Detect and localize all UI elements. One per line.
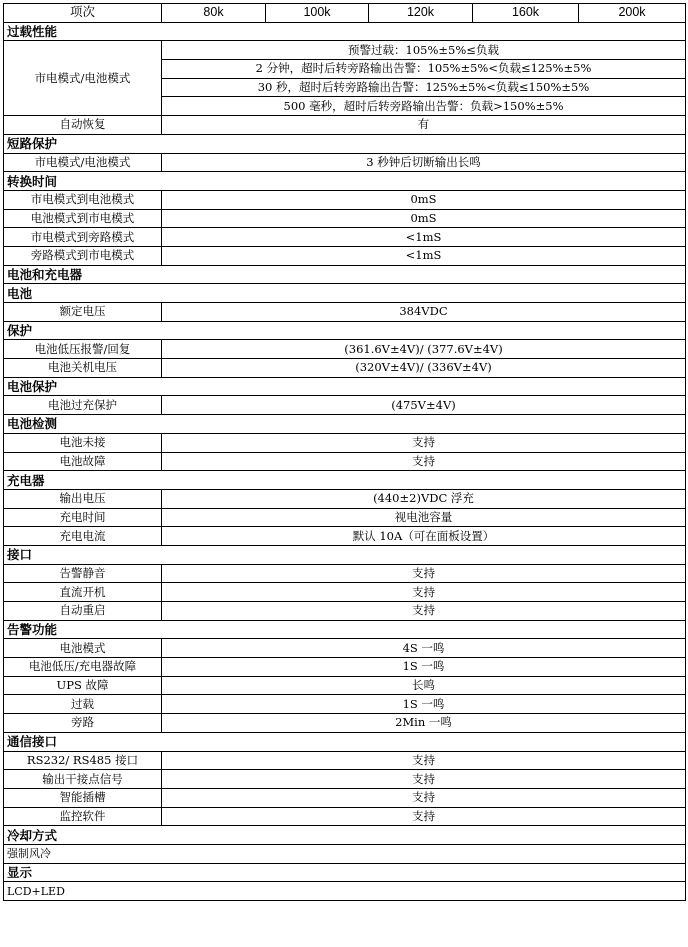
table-row (4, 41, 686, 60)
table-row (4, 303, 686, 322)
plain-value: 强制风冷 (4, 844, 686, 863)
section-header-row (4, 265, 686, 284)
row-label: 充电电流 (4, 527, 162, 546)
row-value: 支持 (162, 433, 686, 452)
table-row (4, 770, 686, 789)
table-row (4, 658, 686, 677)
row-value: 支持 (162, 751, 686, 770)
table-row (4, 489, 686, 508)
section-title: 电池和充电器 (4, 265, 686, 284)
row-label: 电池故障 (4, 452, 162, 471)
section-title: 充电器 (4, 471, 686, 490)
table-row (4, 807, 686, 826)
row-value: 500 毫秒，超时后转旁路输出告警：负载>150%±5% (162, 97, 686, 116)
section-header-row (4, 826, 686, 845)
row-label: 电池关机电压 (4, 359, 162, 378)
section-header-row (4, 545, 686, 564)
row-label: 自动恢复 (4, 116, 162, 135)
header-cell-item: 项次 (4, 4, 162, 23)
table-row (4, 639, 686, 658)
row-value: 支持 (162, 807, 686, 826)
table-row (4, 116, 686, 135)
row-value: 4S 一鸣 (162, 639, 686, 658)
table-row (4, 190, 686, 209)
section-title: 短路保护 (4, 134, 686, 153)
row-value: 0mS (162, 209, 686, 228)
row-label: 自动重启 (4, 602, 162, 621)
row-label: 直流开机 (4, 583, 162, 602)
table-row (4, 751, 686, 770)
row-label: UPS 故障 (4, 676, 162, 695)
section-header-row (4, 22, 686, 41)
section-header-row (4, 377, 686, 396)
row-label: 电池模式 (4, 639, 162, 658)
row-label: 额定电压 (4, 303, 162, 322)
header-row (4, 4, 686, 23)
table-row (4, 695, 686, 714)
row-value: 视电池容量 (162, 508, 686, 527)
section-title: 接口 (4, 545, 686, 564)
row-label: 告警静音 (4, 564, 162, 583)
plain-value: LCD+LED (4, 882, 686, 901)
table-row (4, 209, 686, 228)
row-label: 监控软件 (4, 807, 162, 826)
table-row (4, 714, 686, 733)
section-header-row (4, 172, 686, 191)
section-header-row (4, 620, 686, 639)
table-row (4, 882, 686, 901)
row-value: 支持 (162, 564, 686, 583)
row-label: 旁路 (4, 714, 162, 733)
row-label: RS232/ RS485 接口 (4, 751, 162, 770)
row-value: 支持 (162, 770, 686, 789)
table-row (4, 564, 686, 583)
section-header-row (4, 471, 686, 490)
row-label: 过载 (4, 695, 162, 714)
section-header-row (4, 863, 686, 882)
row-label: 电池未接 (4, 433, 162, 452)
table-row (4, 452, 686, 471)
row-value: 3 秒钟后切断输出长鸣 (162, 153, 686, 172)
section-title: 过载性能 (4, 22, 686, 41)
header-cell-200k: 200k (579, 4, 686, 23)
row-value: 384VDC (162, 303, 686, 322)
section-header-row (4, 284, 686, 303)
section-header-row (4, 415, 686, 434)
section-title: 电池 (4, 284, 686, 303)
section-title: 告警功能 (4, 620, 686, 639)
table-row (4, 676, 686, 695)
row-value: 2Min 一鸣 (162, 714, 686, 733)
header-cell-160k: 160k (473, 4, 579, 23)
section-header-row (4, 134, 686, 153)
row-label: 旁路模式到市电模式 (4, 246, 162, 265)
section-title: 通信接口 (4, 732, 686, 751)
table-row (4, 359, 686, 378)
section-title: 电池检测 (4, 415, 686, 434)
row-value: <1mS (162, 228, 686, 247)
table-row (4, 602, 686, 621)
spec-table (3, 3, 686, 901)
row-label: 市电模式/电池模式 (4, 41, 162, 116)
header-cell-100k: 100k (266, 4, 369, 23)
row-value: 预警过载：105%±5%≤负载 (162, 41, 686, 60)
row-label: 充电时间 (4, 508, 162, 527)
section-title: 转换时间 (4, 172, 686, 191)
row-value: 2 分钟，超时后转旁路输出告警：105%±5%<负载≤125%±5% (162, 60, 686, 79)
row-label: 输出电压 (4, 489, 162, 508)
table-row (4, 433, 686, 452)
table-row (4, 788, 686, 807)
section-header-row (4, 321, 686, 340)
row-label: 市电模式到旁路模式 (4, 228, 162, 247)
row-value: 默认 10A（可在面板设置） (162, 527, 686, 546)
row-value: (440±2)VDC 浮充 (162, 489, 686, 508)
row-label: 智能插槽 (4, 788, 162, 807)
row-value: 30 秒，超时后转旁路输出告警：125%±5%<负载≤150%±5% (162, 78, 686, 97)
row-value: 0mS (162, 190, 686, 209)
header-cell-120k: 120k (369, 4, 473, 23)
row-value: 有 (162, 116, 686, 135)
row-value: (361.6V±4V)/ (377.6V±4V) (162, 340, 686, 359)
table-row (4, 228, 686, 247)
row-value: 支持 (162, 788, 686, 807)
row-label: 电池低压报警/回复 (4, 340, 162, 359)
table-row (4, 527, 686, 546)
row-value: (475V±4V) (162, 396, 686, 415)
row-value: 支持 (162, 583, 686, 602)
table-row (4, 508, 686, 527)
row-value: 1S 一鸣 (162, 695, 686, 714)
section-title: 保护 (4, 321, 686, 340)
table-row (4, 583, 686, 602)
row-label: 输出干接点信号 (4, 770, 162, 789)
table-row (4, 844, 686, 863)
row-value: <1mS (162, 246, 686, 265)
row-value: (320V±4V)/ (336V±4V) (162, 359, 686, 378)
table-row (4, 153, 686, 172)
spec-table-body (4, 4, 686, 901)
row-value: 长鸣 (162, 676, 686, 695)
row-label: 市电模式/电池模式 (4, 153, 162, 172)
table-row (4, 246, 686, 265)
row-label: 电池过充保护 (4, 396, 162, 415)
table-row (4, 396, 686, 415)
section-title: 显示 (4, 863, 686, 882)
section-title: 电池保护 (4, 377, 686, 396)
row-value: 1S 一鸣 (162, 658, 686, 677)
row-label: 电池低压/充电器故障 (4, 658, 162, 677)
section-header-row (4, 732, 686, 751)
header-cell-80k: 80k (162, 4, 266, 23)
row-label: 电池模式到市电模式 (4, 209, 162, 228)
row-value: 支持 (162, 452, 686, 471)
section-title: 冷却方式 (4, 826, 686, 845)
table-row (4, 340, 686, 359)
row-value: 支持 (162, 602, 686, 621)
row-label: 市电模式到电池模式 (4, 190, 162, 209)
